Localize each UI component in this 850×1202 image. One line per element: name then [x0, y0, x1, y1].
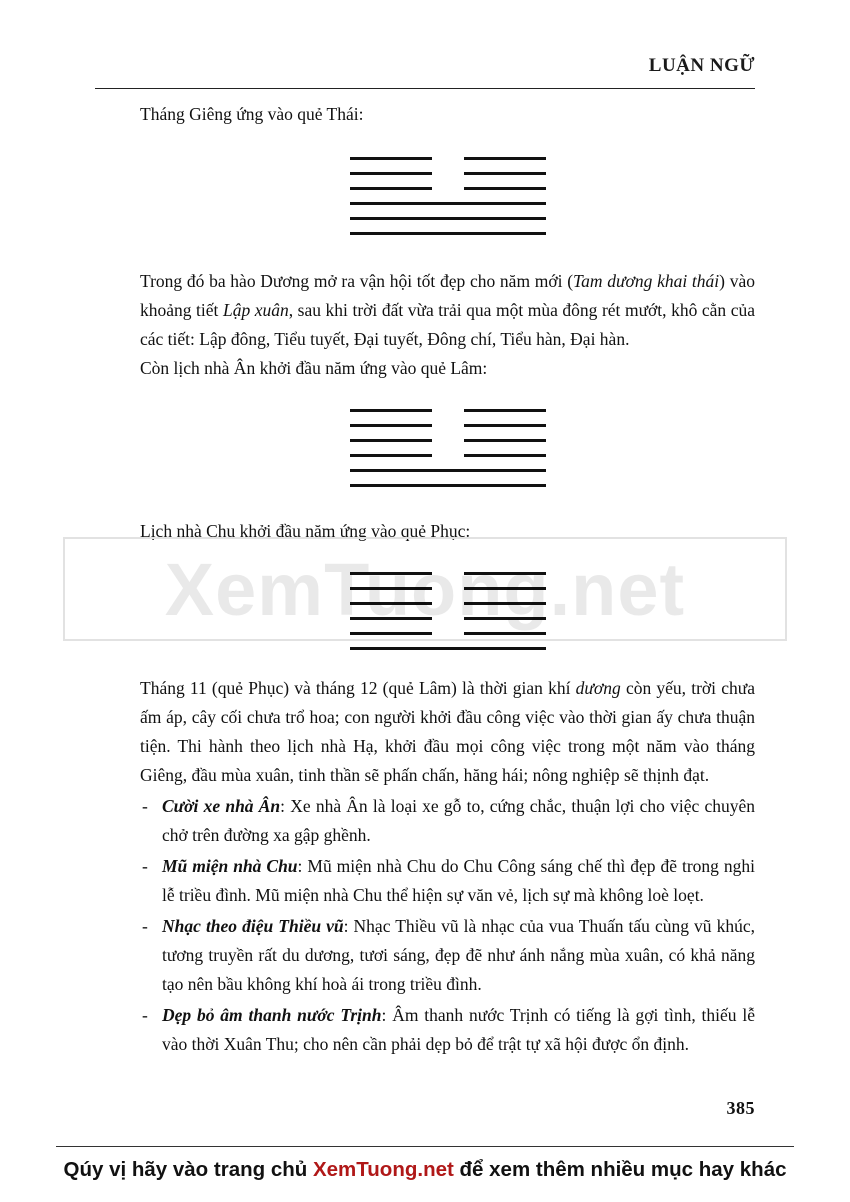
footer-banner [0, 1158, 850, 1182]
hexagram-thai [140, 151, 755, 241]
text-italic-lap-xuan: Lập xuân [222, 300, 289, 320]
page-header [95, 55, 755, 77]
list-item-term: Mũ miện nhà Chu [162, 856, 298, 876]
hexagram-line-broken [350, 566, 546, 581]
list-item-term: Dẹp bỏ âm thanh nước Trịnh [162, 1005, 382, 1025]
paragraph-lam-intro: Còn lịch nhà Ân khởi đầu năm ứng vào quẻ Lâm: [140, 358, 488, 378]
hexagram-line-broken [350, 581, 546, 596]
hexagram-line-broken [350, 448, 546, 463]
list-bullet: - [142, 796, 148, 816]
book-title: LUẬN NGỮ [648, 55, 755, 76]
hexagram-line-broken [350, 611, 546, 626]
hexagram-line-broken [350, 166, 546, 181]
list-item-term: Nhạc theo điệu Thiều vũ [162, 916, 344, 936]
header-divider [95, 88, 755, 89]
page-content [140, 100, 755, 1059]
annotation-list [140, 792, 755, 1059]
list-bullet: - [142, 856, 148, 876]
page-number: 385 [726, 1098, 755, 1118]
text-run: ) vào khoảng tiết [140, 271, 755, 320]
footer-brand-link[interactable]: XemTuong.net [312, 1158, 454, 1181]
hexagram-line-broken [350, 433, 546, 448]
hexagram-line-broken [350, 181, 546, 196]
list-item-text: : Xe nhà Ân là loại xe gỗ to, cứng chắc, thuận lợi cho việc chuyên chở trên đường xa gập ghềnh. [162, 796, 755, 845]
paragraph-thai-intro: Tháng Giêng ứng vào quẻ Thái: [140, 104, 364, 124]
list-item [140, 792, 755, 850]
text-run: Trong đó ba hào Dương mở ra vận hội tốt đẹp cho năm mới ( [140, 271, 574, 291]
list-item-text: : Âm thanh nước Trịnh có tiếng là gợi tình, thiếu lễ vào thời Xuân Thu; cho nên cần phải dẹp bỏ để trật tự xã hội được ổn định. [162, 1005, 756, 1054]
paragraph-tam-duong [140, 267, 755, 354]
watermark-text: XemTuong.net [164, 547, 686, 631]
hexagram-line-broken [350, 626, 546, 641]
hexagram-line-broken [350, 596, 546, 611]
hexagram-lam [140, 403, 755, 493]
hexagram-line-broken [350, 151, 546, 166]
list-item-term: Cười xe nhà Ân [162, 796, 281, 816]
paragraph-phuc-intro: Lịch nhà Chu khởi đầu năm ứng vào quẻ Phục: [140, 521, 471, 541]
list-bullet: - [142, 916, 148, 936]
text-italic-duong: dương [575, 678, 621, 698]
hexagram-line-solid [350, 478, 546, 493]
hexagram-line-solid [350, 226, 546, 241]
footer-divider [56, 1146, 794, 1147]
hexagram-line-broken [350, 403, 546, 418]
text-italic-tam-duong-khai-thai: Tam dương khai thái [573, 271, 720, 291]
list-item-text: : Nhạc Thiều vũ là nhạc của vua Thuấn tấu cùng vũ khúc, tương truyền rất du dương, tươi sáng, đẹp đẽ như ánh nắng mùa xuân, có khả năng tạo nên bầu không khí hoà ái trong triều đình. [162, 916, 755, 994]
list-item-text: : Mũ miện nhà Chu do Chu Công sáng chế thì đẹp đẽ trong nghi lễ triều đình. Mũ miện nhà Chu thể hiện sự văn vẻ, lịch sự mà không loè loẹt. [162, 856, 756, 905]
hexagram-line-solid [350, 463, 546, 478]
list-item [140, 852, 755, 910]
hexagram-phuc [140, 566, 755, 656]
footer-text-after: để xem thêm nhiều mục hay khác [453, 1158, 787, 1181]
hexagram-line-solid [350, 196, 546, 211]
text-run: còn yếu, trời chưa ấm áp, cây cối chưa trổ hoa; con người khởi đầu công việc vào thời gian ấy chưa thuận tiện. Thi hành theo lịch nhà Hạ, khởi đầu mọi công việc trong một năm vào tháng Giêng, đầu mùa xuân, tinh thần sẽ phấn chấn, hăng hái; nông nghiệp sẽ thịnh đạt. [140, 678, 755, 785]
hexagram-line-broken [350, 418, 546, 433]
hexagram-line-solid [350, 211, 546, 226]
paragraph-thang-11-12 [140, 674, 755, 790]
text-run: , sau khi trời đất vừa trải qua một mùa đông rét mướt, khô cằn của các tiết: Lập đông, Tiểu tuyết, Đại tuyết, Đông chí, Tiểu hàn, Đại hàn. [140, 300, 755, 349]
footer-text-before: Qúy vị hãy vào trang chủ [63, 1158, 313, 1181]
text-run: Tháng 11 (quẻ Phục) và tháng 12 (quẻ Lâm) là thời gian khí [140, 678, 576, 698]
list-bullet: - [142, 1005, 148, 1025]
hexagram-line-solid [350, 641, 546, 656]
list-item [140, 1001, 755, 1059]
list-item [140, 912, 755, 999]
